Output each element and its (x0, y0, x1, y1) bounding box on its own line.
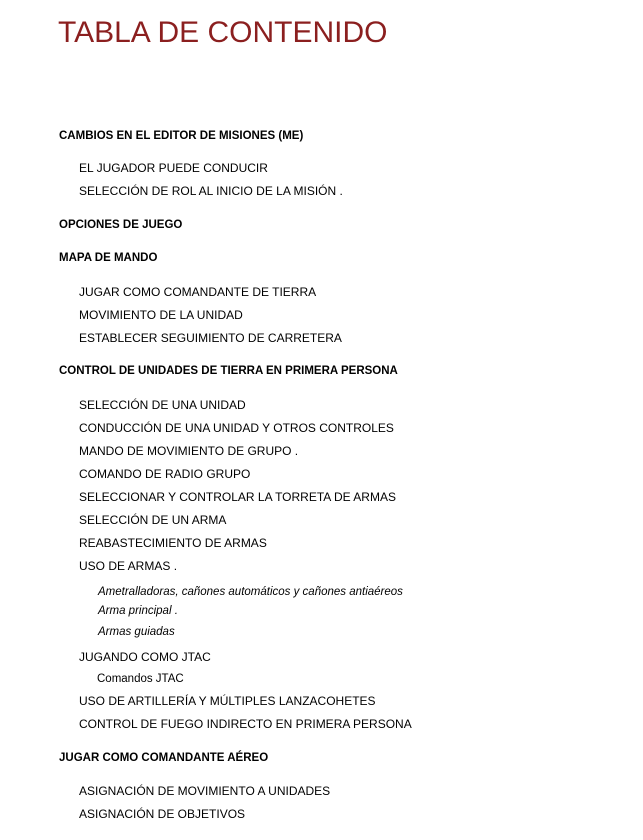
toc-entry-subsection[interactable]: REABASTECIMIENTO DE ARMAS (79, 536, 267, 550)
toc-entry-subsection[interactable]: SELECCIONAR Y CONTROLAR LA TORRETA DE ARMAS (79, 490, 396, 504)
toc-entry-subsection[interactable]: ASIGNACIÓN DE MOVIMIENTO A UNIDADES (79, 784, 331, 798)
toc-entry-subsection[interactable]: ASIGNACIÓN DE OBJETIVOS (79, 807, 246, 821)
toc-entry-subsubsection[interactable]: Arma principal . (98, 605, 178, 617)
toc-entry-section[interactable]: MAPA DE MANDO (59, 252, 158, 264)
toc-entry-section[interactable]: CONTROL DE UNIDADES DE TIERRA EN PRIMERA PERSONA (59, 365, 398, 377)
toc-entry-subsubsection[interactable]: Comandos JTAC (97, 673, 184, 685)
toc-entry-subsection[interactable]: JUGANDO COMO JTAC (79, 650, 211, 664)
toc-entry-subsection[interactable]: SELECCIÓN DE UNA UNIDAD (79, 398, 246, 412)
toc-entry-subsection[interactable]: USO DE ARTILLERÍA Y MÚLTIPLES LANZACOHETES (79, 694, 376, 708)
toc-entry-subsection[interactable]: JUGAR COMO COMANDANTE DE TIERRA (79, 285, 317, 299)
toc-entry-subsection[interactable]: CONDUCCIÓN DE UNA UNIDAD Y OTROS CONTROLES (79, 421, 394, 435)
page-title: TABLA DE CONTENIDO (58, 16, 388, 49)
toc-entry-subsubsection[interactable]: Armas guiadas (98, 626, 175, 638)
toc-entry-section[interactable]: CAMBIOS EN EL EDITOR DE MISIONES (ME) (59, 130, 304, 142)
toc-entry-subsection[interactable]: SELECCIÓN DE UN ARMA (79, 513, 227, 527)
toc-entry-subsection[interactable]: EL JUGADOR PUEDE CONDUCIR (79, 161, 268, 175)
toc-entry-subsection[interactable]: USO DE ARMAS . (79, 559, 178, 573)
toc-entry-subsection[interactable]: MANDO DE MOVIMIENTO DE GRUPO . (79, 444, 299, 458)
toc-entry-section[interactable]: JUGAR COMO COMANDANTE AÉREO (59, 752, 269, 764)
toc-entry-subsection[interactable]: COMANDO DE RADIO GRUPO (79, 467, 251, 481)
toc-entry-section[interactable]: OPCIONES DE JUEGO (59, 219, 183, 231)
toc-entry-subsubsection[interactable]: Ametralladoras, cañones automáticos y cañones antiaéreos (98, 586, 403, 598)
toc-entry-subsection[interactable]: CONTROL DE FUEGO INDIRECTO EN PRIMERA PERSONA (79, 717, 412, 731)
toc-entry-subsection[interactable]: ESTABLECER SEGUIMIENTO DE CARRETERA (79, 331, 342, 345)
toc-entry-subsection[interactable]: MOVIMIENTO DE LA UNIDAD (79, 308, 243, 322)
toc-entry-subsection[interactable]: SELECCIÓN DE ROL AL INICIO DE LA MISIÓN . (79, 184, 343, 198)
